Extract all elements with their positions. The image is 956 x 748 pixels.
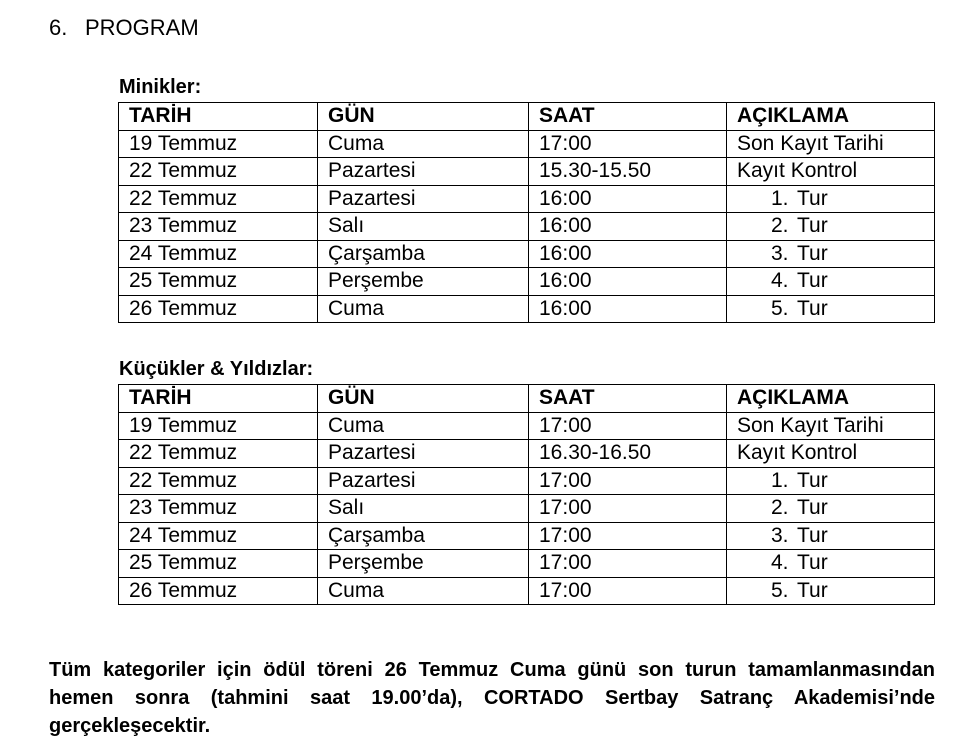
cell-aciklama <box>727 467 935 495</box>
round-text: Tur <box>797 241 828 265</box>
round-label <box>737 296 828 322</box>
cell-saat: 16:00 <box>529 295 727 323</box>
column-header-aciklama: AÇIKLAMA <box>727 385 935 413</box>
round-label <box>737 268 828 294</box>
table-row <box>119 577 935 605</box>
cell-gun: Cuma <box>318 295 529 323</box>
cell-tarih: 22 Temmuz <box>119 440 318 468</box>
table-row <box>119 240 935 268</box>
cell-saat: 16:00 <box>529 240 727 268</box>
round-text: Tur <box>797 468 828 492</box>
round-text: Tur <box>797 551 828 575</box>
cell-saat: 17:00 <box>529 467 727 495</box>
cell-aciklama: Kayıt Kontrol <box>727 440 935 468</box>
cell-aciklama <box>727 522 935 550</box>
round-text: Tur <box>797 496 828 520</box>
table-title-kucukler-yildizlar: Küçükler & Yıldızlar: <box>119 358 314 380</box>
table-row <box>119 185 935 213</box>
table-row <box>119 467 935 495</box>
cell-tarih: 22 Temmuz <box>119 185 318 213</box>
cell-aciklama: Kayıt Kontrol <box>727 158 935 186</box>
table-row <box>119 130 935 158</box>
table-row <box>119 522 935 550</box>
round-number: 2. <box>771 496 789 520</box>
cell-saat: 17:00 <box>529 495 727 523</box>
cell-tarih: 19 Temmuz <box>119 130 318 158</box>
round-number: 2. <box>771 214 789 238</box>
cell-saat: 17:00 <box>529 412 727 440</box>
cell-aciklama <box>727 185 935 213</box>
round-text: Tur <box>797 296 828 320</box>
column-header-tarih: TARİH <box>119 385 318 413</box>
table-row <box>119 268 935 296</box>
round-number: 5. <box>771 296 789 320</box>
cell-tarih: 24 Temmuz <box>119 240 318 268</box>
round-text: Tur <box>797 186 828 210</box>
round-number: 1. <box>771 468 789 492</box>
cell-gun: Salı <box>318 213 529 241</box>
round-text: Tur <box>797 578 828 602</box>
cell-tarih: 25 Temmuz <box>119 268 318 296</box>
cell-aciklama <box>727 295 935 323</box>
table-row <box>119 295 935 323</box>
round-number: 3. <box>771 241 789 265</box>
cell-gun: Pazartesi <box>318 440 529 468</box>
round-text: Tur <box>797 523 828 547</box>
cell-gun: Çarşamba <box>318 522 529 550</box>
table-header-row <box>119 103 935 131</box>
award-ceremony-note: Tüm kategoriler için ödül töreni 26 Temmuz Cuma günü son turun tamamlanmasından hemen sonra (tahmini saat 19.00’da), CORTADO Sertbay Satranç Akademisi’nde gerçekleşecektir. <box>49 659 935 737</box>
column-header-saat: SAAT <box>529 103 727 131</box>
table-row <box>119 412 935 440</box>
column-header-gun: GÜN <box>318 385 529 413</box>
cell-gun: Cuma <box>318 130 529 158</box>
cell-gun: Çarşamba <box>318 240 529 268</box>
schedule-table-kucukler-yildizlar <box>118 384 935 605</box>
table-row <box>119 550 935 578</box>
cell-aciklama <box>727 550 935 578</box>
cell-gun: Perşembe <box>318 268 529 296</box>
cell-saat: 16.30-16.50 <box>529 440 727 468</box>
column-header-saat: SAAT <box>529 385 727 413</box>
cell-tarih: 22 Temmuz <box>119 467 318 495</box>
column-header-tarih: TARİH <box>119 103 318 131</box>
round-text: Tur <box>797 214 828 238</box>
cell-aciklama <box>727 577 935 605</box>
round-label <box>737 495 828 521</box>
cell-aciklama: Son Kayıt Tarihi <box>727 130 935 158</box>
cell-gun: Pazartesi <box>318 185 529 213</box>
round-number: 4. <box>771 551 789 575</box>
cell-saat: 17:00 <box>529 577 727 605</box>
table-header-row <box>119 385 935 413</box>
cell-gun: Perşembe <box>318 550 529 578</box>
column-header-gun: GÜN <box>318 103 529 131</box>
round-label <box>737 578 828 604</box>
round-label <box>737 468 828 494</box>
table-row <box>119 440 935 468</box>
round-text: Tur <box>797 269 828 293</box>
cell-gun: Cuma <box>318 577 529 605</box>
section-heading <box>49 14 199 42</box>
round-number: 3. <box>771 523 789 547</box>
cell-tarih: 25 Temmuz <box>119 550 318 578</box>
cell-aciklama <box>727 268 935 296</box>
round-label <box>737 550 828 576</box>
cell-aciklama <box>727 213 935 241</box>
round-label <box>737 186 828 212</box>
cell-saat: 17:00 <box>529 522 727 550</box>
round-number: 5. <box>771 578 789 602</box>
cell-tarih: 26 Temmuz <box>119 577 318 605</box>
section-number: 6. <box>49 15 68 40</box>
round-label <box>737 213 828 239</box>
round-number: 1. <box>771 186 789 210</box>
cell-aciklama <box>727 240 935 268</box>
table-row <box>119 158 935 186</box>
cell-tarih: 22 Temmuz <box>119 158 318 186</box>
table-row <box>119 495 935 523</box>
cell-gun: Pazartesi <box>318 467 529 495</box>
cell-tarih: 23 Temmuz <box>119 213 318 241</box>
round-label <box>737 241 828 267</box>
column-header-aciklama: AÇIKLAMA <box>727 103 935 131</box>
round-label <box>737 523 828 549</box>
cell-gun: Cuma <box>318 412 529 440</box>
cell-saat: 16:00 <box>529 185 727 213</box>
schedule-table-minikler <box>118 102 935 323</box>
round-number: 4. <box>771 269 789 293</box>
cell-tarih: 23 Temmuz <box>119 495 318 523</box>
cell-gun: Pazartesi <box>318 158 529 186</box>
cell-tarih: 26 Temmuz <box>119 295 318 323</box>
cell-saat: 15.30-15.50 <box>529 158 727 186</box>
cell-tarih: 19 Temmuz <box>119 412 318 440</box>
table-title-minikler: Minikler: <box>119 76 202 98</box>
cell-gun: Salı <box>318 495 529 523</box>
cell-tarih: 24 Temmuz <box>119 522 318 550</box>
cell-aciklama <box>727 495 935 523</box>
cell-saat: 16:00 <box>529 268 727 296</box>
cell-saat: 17:00 <box>529 130 727 158</box>
cell-aciklama: Son Kayıt Tarihi <box>727 412 935 440</box>
section-title-text: PROGRAM <box>85 15 199 40</box>
table-row <box>119 213 935 241</box>
cell-saat: 17:00 <box>529 550 727 578</box>
cell-saat: 16:00 <box>529 213 727 241</box>
